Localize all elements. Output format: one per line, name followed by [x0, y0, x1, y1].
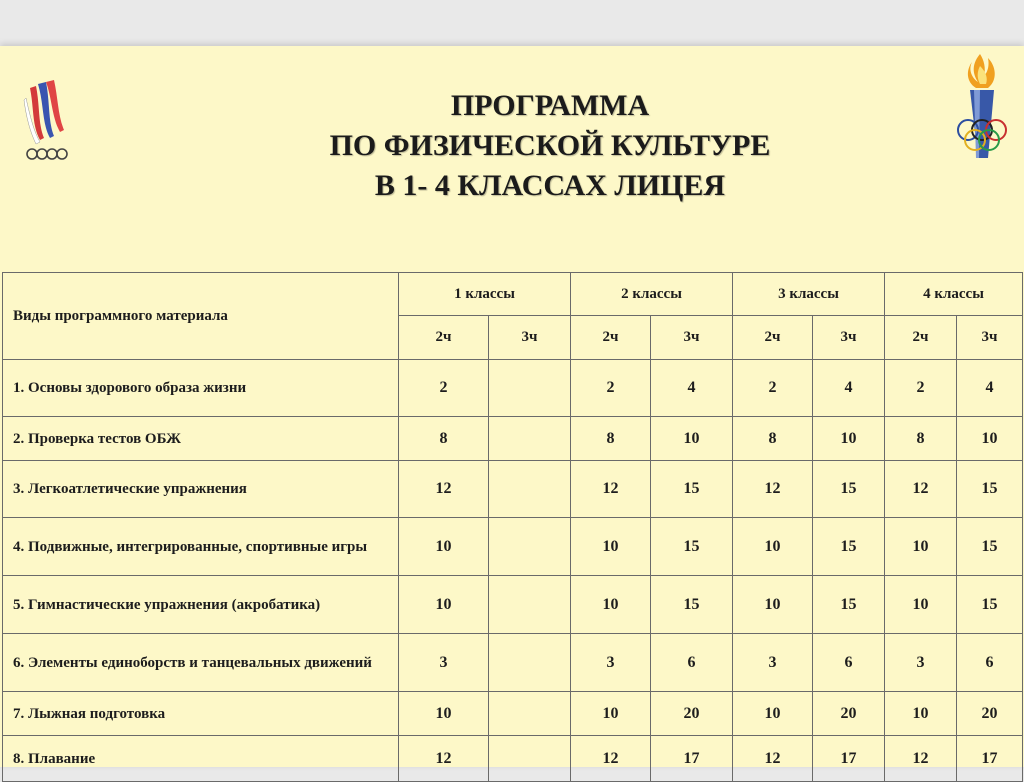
table-cell [489, 518, 571, 576]
table-cell: 10 [571, 692, 651, 736]
table-cell [489, 417, 571, 461]
table-cell: 20 [957, 692, 1023, 736]
table-cell: 12 [885, 736, 957, 782]
table-cell: 17 [651, 736, 733, 782]
table-cell: 12 [885, 461, 957, 518]
table-cell: 2 [885, 360, 957, 417]
table-cell: 2 [733, 360, 813, 417]
table-cell: 10 [885, 692, 957, 736]
table-cell [489, 461, 571, 518]
table-row [3, 692, 1023, 736]
row-label: 4. Подвижные, интегрированные, спортивные игры [3, 518, 399, 576]
table-cell: 15 [813, 518, 885, 576]
table-row [3, 518, 1023, 576]
table-row [3, 736, 1023, 782]
table-cell: 8 [733, 417, 813, 461]
table-row [3, 576, 1023, 634]
russian-olympic-emblem-icon [20, 78, 74, 164]
table-cell: 15 [813, 461, 885, 518]
header-hours: 2ч [399, 316, 489, 360]
header-hours: 3ч [813, 316, 885, 360]
table-cell: 10 [733, 576, 813, 634]
table-cell [489, 634, 571, 692]
table-cell: 20 [651, 692, 733, 736]
table-cell: 8 [571, 417, 651, 461]
header-hours: 2ч [733, 316, 813, 360]
table-row [3, 360, 1023, 417]
table-cell [489, 736, 571, 782]
page-title [230, 86, 870, 206]
table-cell: 3 [399, 634, 489, 692]
row-label: 2. Проверка тестов ОБЖ [3, 417, 399, 461]
header-grade-3: 3 классы [733, 273, 885, 316]
table-cell: 12 [733, 736, 813, 782]
table-cell [489, 576, 571, 634]
header-grade-1: 1 классы [399, 273, 571, 316]
table-cell: 15 [651, 461, 733, 518]
table-cell: 12 [571, 736, 651, 782]
row-label: 1. Основы здорового образа жизни [3, 360, 399, 417]
table-cell: 15 [957, 576, 1023, 634]
table-cell: 12 [399, 461, 489, 518]
header-hours: 2ч [885, 316, 957, 360]
table-cell: 17 [813, 736, 885, 782]
table-cell: 4 [957, 360, 1023, 417]
header-material-types: Виды программного материала [3, 273, 399, 360]
table-cell: 15 [651, 576, 733, 634]
table-cell: 6 [651, 634, 733, 692]
table-row [3, 417, 1023, 461]
table-cell: 3 [733, 634, 813, 692]
table-cell: 15 [957, 461, 1023, 518]
table-cell: 10 [571, 576, 651, 634]
table-cell: 10 [651, 417, 733, 461]
program-table [2, 272, 1023, 782]
table-cell: 8 [399, 417, 489, 461]
table-cell: 15 [813, 576, 885, 634]
table-body [3, 360, 1023, 782]
title-line-3: В 1- 4 КЛАССАХ ЛИЦЕЯ [374, 169, 726, 202]
table-cell [489, 692, 571, 736]
title-line-2: ПО ФИЗИЧЕСКОЙ КУЛЬТУРЕ [329, 129, 771, 162]
table-cell: 3 [571, 634, 651, 692]
table-row [3, 634, 1023, 692]
table-cell: 17 [957, 736, 1023, 782]
table-cell: 2 [399, 360, 489, 417]
header-hours: 3ч [957, 316, 1023, 360]
header-hours: 3ч [489, 316, 571, 360]
row-label: 8. Плавание [3, 736, 399, 782]
table-cell: 12 [399, 736, 489, 782]
table-cell: 10 [885, 518, 957, 576]
table-cell: 10 [399, 518, 489, 576]
table-cell: 4 [813, 360, 885, 417]
table-cell: 10 [733, 518, 813, 576]
olympic-torch-icon [948, 48, 1018, 166]
title-line-1: ПРОГРАММА [450, 89, 650, 122]
table-cell: 15 [651, 518, 733, 576]
table-header-row-grades [3, 273, 1023, 316]
header-grade-2: 2 классы [571, 273, 733, 316]
table-cell: 6 [813, 634, 885, 692]
table-cell [489, 360, 571, 417]
table-cell: 2 [571, 360, 651, 417]
row-label: 3. Легкоатлетические упражнения [3, 461, 399, 518]
table-cell: 4 [651, 360, 733, 417]
table-cell: 10 [399, 692, 489, 736]
table-cell: 3 [885, 634, 957, 692]
header-grade-4: 4 классы [885, 273, 1023, 316]
table-cell: 12 [571, 461, 651, 518]
table-cell: 10 [733, 692, 813, 736]
table-cell: 10 [885, 576, 957, 634]
table-cell: 10 [571, 518, 651, 576]
table-cell: 10 [957, 417, 1023, 461]
row-label: 7. Лыжная подготовка [3, 692, 399, 736]
header-hours: 3ч [651, 316, 733, 360]
table-cell: 12 [733, 461, 813, 518]
table-cell: 10 [399, 576, 489, 634]
row-label: 5. Гимнастические упражнения (акробатика) [3, 576, 399, 634]
table-cell: 8 [885, 417, 957, 461]
table-cell: 20 [813, 692, 885, 736]
table-cell: 6 [957, 634, 1023, 692]
header-hours: 2ч [571, 316, 651, 360]
table-cell: 10 [813, 417, 885, 461]
table-row [3, 461, 1023, 518]
row-label: 6. Элементы единоборств и танцевальных движений [3, 634, 399, 692]
table-cell: 15 [957, 518, 1023, 576]
